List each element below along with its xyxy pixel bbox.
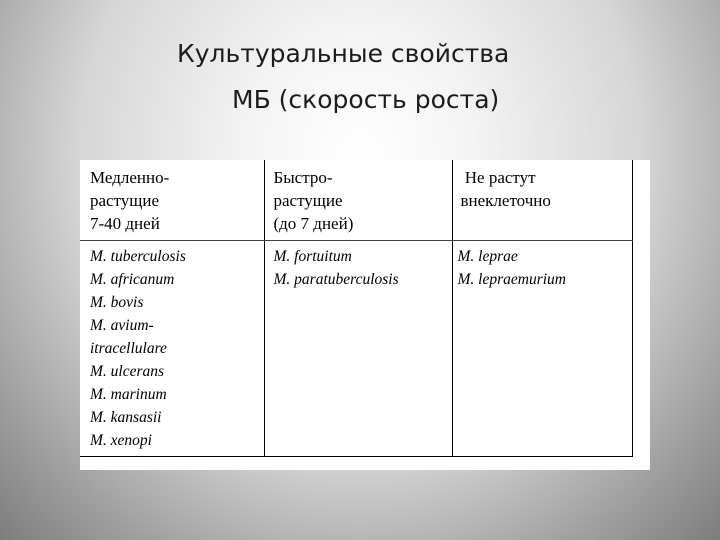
slide-title-line-1: Культуральные свойства [177,39,510,68]
table-panel [80,160,650,470]
header-text-line: растущие [90,191,160,210]
list-item: M. lepraemurium [457,271,566,288]
table-body-row [80,241,632,457]
species-list-fast-growing [265,241,452,291]
list-item: itracellulare [90,340,167,357]
list-item: M. kansasii [90,409,162,426]
species-list-non-growing [453,241,632,291]
body-cell-slow-growing [80,241,264,457]
header-text-line: 7-40 дней [90,214,160,233]
header-text-line: Не растут [460,168,536,187]
growth-rate-table [80,160,633,457]
list-item: M. marinum [90,386,167,403]
header-text-line: внеклеточно [460,191,551,210]
list-item: M. bovis [90,294,144,311]
slide-title-line-2: МБ (скорость роста) [232,85,500,114]
header-text-line: Быстро- [273,168,333,187]
header-slow-growing [80,160,264,235]
header-cell-slow-growing [80,160,264,241]
header-fast-growing [265,160,452,235]
body-cell-non-growing [452,241,632,457]
header-cell-fast-growing [264,160,452,241]
header-text-line: Медленно- [90,168,170,187]
list-item: M. xenopi [90,432,152,449]
slide-title [0,34,720,124]
header-non-growing [453,160,632,212]
header-cell-non-growing [452,160,632,241]
header-text-line: растущие [273,191,343,210]
list-item: M. fortuitum [273,248,352,265]
list-item: M. ulcerans [90,363,165,380]
table-header-row [80,160,632,241]
list-item: M. tuberculosis [90,248,186,265]
header-text-line: (до 7 дней) [273,214,354,233]
list-item: M. paratuberculosis [273,271,399,288]
species-list-slow-growing [80,241,264,452]
list-item: M. leprae [457,248,518,265]
list-item: M. avium- [90,317,154,334]
body-cell-fast-growing [264,241,452,457]
list-item: M. africanum [90,271,175,288]
